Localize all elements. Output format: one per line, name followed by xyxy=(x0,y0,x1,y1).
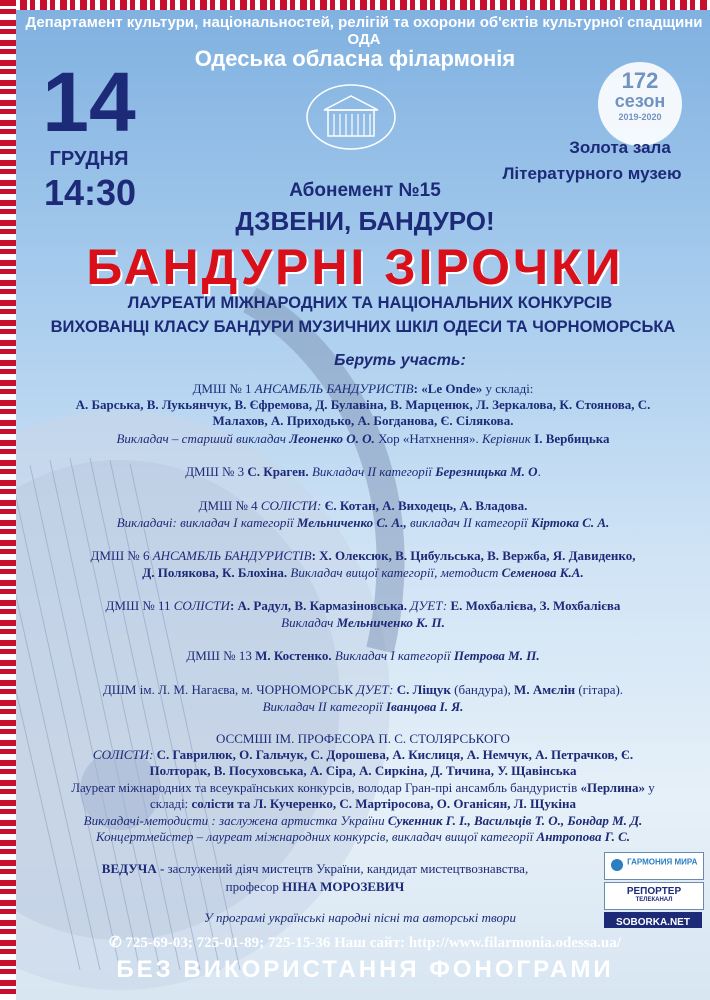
program-line: ДМШ № 3 С. Краген. Викладач ІІ категорії Березницька М. О. xyxy=(185,464,541,479)
season-label: сезон xyxy=(614,91,666,111)
subscription-number: Абонемент №15 xyxy=(289,180,441,201)
program-line: Викладач ІІ категорії Іванцова І. Я. xyxy=(262,699,464,714)
program-line: ОССМШІ ІМ. ПРОФЕСОРА П. С. СТОЛЯРСЬКОГО xyxy=(216,731,510,746)
program-line: СОЛІСТИ: С. Гаврилюк, О. Гальчук, С. Дорошева, А. Кислиця, А. Немчук, А. Петрачков, Є. xyxy=(92,747,634,762)
season-badge xyxy=(598,62,682,146)
program-line: Викладач – старший викладач Леоненко О. О. Хор «Натхнення». Керівник І. Вербицька xyxy=(116,431,610,446)
program-line: Лауреат міжнародних та всеукраїнських конкурсів, володар Гран-прі ансамбль бандуристів «Перлина» у xyxy=(71,780,655,795)
program-line: ДМШ № 4 СОЛІСТИ: Є. Котан, А. Виходець, А. Владова. xyxy=(198,498,528,513)
program-line: Полторак, В. Посуховська, А. Сіра, А. Сиркіна, Д. Тичина, У. Щавінська xyxy=(149,763,577,778)
season-number: 172 xyxy=(621,68,659,93)
concert-day: 14 xyxy=(42,55,136,149)
philharmonic-name: Одеська обласна філармонія xyxy=(194,46,516,71)
laureates-line-2: ВИХОВАНЦІ КЛАСУ БАНДУРИ МУЗИЧНИХ ШКІЛ ОДЕСИ ТА ЧОРНОМОРСЬКА xyxy=(50,318,676,336)
program-line: складі: солісти та Л. Кучеренко, С. Мартіросова, О. Оганісян, Л. Щукіна xyxy=(150,796,576,811)
host-line: професор НІНА МОРОЗЕВИЧ xyxy=(225,879,405,894)
participants-heading: Беруть участь: xyxy=(334,352,466,369)
season-years: 2019-2020 xyxy=(618,111,662,122)
program-line: Д. Полякова, К. Блохіна. Викладач вищої категорії, методист Семенова К.А. xyxy=(142,565,584,580)
concert-subtitle: ДЗВЕНИ, БАНДУРО! xyxy=(235,206,495,236)
program-line: ДМШ № 13 М. Костенко. Викладач І категорії Петрова М. П. xyxy=(186,648,540,663)
embroidery-border-top xyxy=(0,0,710,10)
phone-numbers: 725-69-03; 725-01-89; 725-15-36 xyxy=(121,935,331,951)
concert-month: ГРУДНЯ xyxy=(49,148,129,170)
site-label: Наш сайт: xyxy=(330,935,406,951)
phone-icon: ✆ xyxy=(109,935,122,951)
department-name: Департамент культури, національностей, релігій та охорони об'єктів культурної спадщини ОДА xyxy=(25,14,703,48)
venue-line-1: Золота зала xyxy=(569,138,671,157)
laureates-line-1: ЛАУРЕАТИ МІЖНАРОДНИХ ТА НАЦІОНАЛЬНИХ КОНКУРСІВ xyxy=(127,294,613,312)
program-line: ДМШ № 1 АНСАМБЛЬ БАНДУРИСТІВ: «Le Onde» у складі: xyxy=(192,381,534,396)
program-line: А. Барська, В. Лукьянчук, В. Єфремова, Д. Булавіна, В. Марценюк, Л. Зеркалова, К. Стоянова, С. xyxy=(75,397,651,412)
site-url-link[interactable]: http://www.filarmonia.odessa.ua/ xyxy=(405,935,621,951)
concert-time: 14:30 xyxy=(43,172,137,213)
program-line: ДМШ № 11 СОЛІСТИ: А. Радул, В. Кармазіновська. ДУЕТ: Е. Мохбалієва, З. Мохбалієва xyxy=(105,598,621,613)
philharmonic-building-logo xyxy=(306,84,396,150)
program-line: Викладачі-методисти : заслужена артистка України Сукенник Г. І., Васильців Т. О., Бондар М. Д. xyxy=(83,813,643,828)
sponsor-soborka-logo: SOBORKA.NET xyxy=(604,912,702,928)
program-line: ДШМ ім. Л. М. Нагаєва, м. ЧОРНОМОРСЬК ДУЕТ: С. Ліщук (бандура), М. Амєлін (гітара). xyxy=(102,682,624,697)
program-line: Малахов, А. Приходько, А. Богданова, Є. Сілякова. xyxy=(212,413,514,428)
program-line: Викладач Мельниченко К. П. xyxy=(281,615,445,630)
sponsor-garmonia-logo: ГАРМОНИЯ МИРА xyxy=(604,852,704,880)
contacts-line xyxy=(30,933,700,952)
sponsor-logo-mark-icon xyxy=(611,859,623,871)
no-phonogram-notice: БЕЗ ВИКОРИСТАННЯ ФОНОГРАМИ xyxy=(116,956,614,983)
program-line: Викладачі: викладач І категорії Мельниченко С. А., викладач ІІ категорії Кіртока С. А. xyxy=(116,515,610,530)
concert-title: БАНДУРНІ ЗІРОЧКИ xyxy=(86,239,624,295)
venue-line-2: Літературного музею xyxy=(502,164,682,183)
program-line: Концертмейстер – лауреат міжнародних конкурсів, викладач вищої категорії Антропова Г. С. xyxy=(95,829,631,844)
sponsor-reporter-logo: РЕПОРТЕР ТЕЛЕКАНАЛ xyxy=(604,882,704,910)
embroidery-border-left xyxy=(0,0,16,1000)
host-line: ВЕДУЧА - заслужений діяч мистецтв України, кандидат мистецтвознавства, xyxy=(101,861,529,876)
program-line: ДМШ № 6 АНСАМБЛЬ БАНДУРИСТІВ: Х. Олексюк, В. Цибульська, В. Вержба, Я. Давиденко, xyxy=(90,548,636,563)
program-note: У програмі українські народні пісні та авторські твори xyxy=(204,910,516,925)
